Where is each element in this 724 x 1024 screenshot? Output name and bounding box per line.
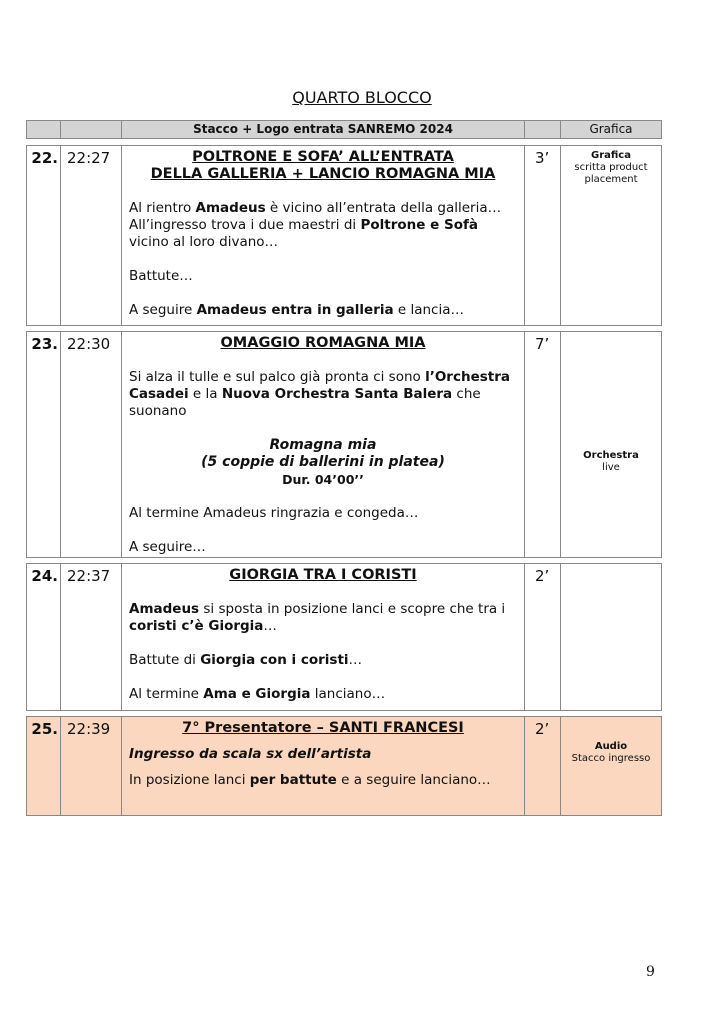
row-duration: 3’ bbox=[525, 146, 561, 325]
paragraph: Al rientro Amadeus è vicino all’entrata della galleria… bbox=[129, 200, 502, 216]
note-label: Orchestra bbox=[583, 450, 639, 461]
header-cell-center: Stacco + Logo entrata SANREMO 2024 bbox=[122, 121, 525, 138]
song-duration: Dur. 04’00’’ bbox=[282, 472, 364, 487]
row-duration: 2’ bbox=[525, 717, 561, 815]
row-title-line2: DELLA GALLERIA + LANCIO ROMAGNA MIA bbox=[150, 166, 496, 182]
table-row bbox=[26, 563, 662, 711]
header-cell-duration bbox=[525, 121, 561, 138]
row-content bbox=[122, 146, 525, 325]
row-time: 22:39 bbox=[61, 717, 122, 815]
row-time: 22:37 bbox=[61, 564, 122, 710]
paragraph: Battute… bbox=[129, 268, 193, 284]
table-row bbox=[26, 145, 662, 326]
paragraph: Si alza il tulle e sul palco già pronta ci sono l’Orchestra Casadei e la Nuova Orchestra Santa Balera che suonano bbox=[129, 369, 510, 419]
note-line: placement bbox=[584, 174, 638, 185]
row-number: 23. bbox=[27, 332, 61, 557]
song-title: Romagna mia bbox=[269, 437, 377, 453]
row-note bbox=[561, 564, 661, 710]
row-title: OMAGGIO ROMAGNA MIA bbox=[220, 335, 426, 351]
row-content bbox=[122, 717, 525, 815]
row-title: 7° Presentatore – SANTI FRANCESI bbox=[182, 720, 464, 736]
row-content bbox=[122, 332, 525, 557]
paragraph: A seguire Amadeus entra in galleria e lancia… bbox=[129, 302, 465, 318]
paragraph: Amadeus si sposta in posizione lanci e scopre che tra i coristi c’è Giorgia… bbox=[129, 601, 506, 634]
row-note bbox=[561, 332, 661, 557]
table-row bbox=[26, 331, 662, 558]
row-content bbox=[122, 564, 525, 710]
note-line: scritta product bbox=[574, 162, 648, 173]
row-body bbox=[122, 369, 524, 556]
paragraph: Al termine Ama e Giorgia lanciano… bbox=[129, 686, 386, 702]
row-time: 22:30 bbox=[61, 332, 122, 557]
table-row bbox=[26, 716, 662, 816]
paragraph: Al termine Amadeus ringrazia e congeda… bbox=[129, 505, 419, 521]
paragraph: In posizione lanci per battute e a seguire lanciano… bbox=[129, 772, 491, 788]
paragraph: Battute di Giorgia con i coristi… bbox=[129, 652, 363, 668]
row-body bbox=[122, 746, 524, 789]
row-time: 22:27 bbox=[61, 146, 122, 325]
row-number: 24. bbox=[27, 564, 61, 710]
block-title: QUARTO BLOCCO bbox=[292, 88, 432, 107]
song-subtitle: (5 coppie di ballerini in platea) bbox=[201, 454, 445, 470]
note-line: Stacco ingresso bbox=[571, 753, 651, 764]
row-number: 22. bbox=[27, 146, 61, 325]
note-line: live bbox=[602, 462, 620, 473]
header-cell-num bbox=[27, 121, 61, 138]
paragraph: Ingresso da scala sx dell’artista bbox=[129, 746, 372, 762]
row-number: 25. bbox=[27, 717, 61, 815]
paragraph: All’ingresso trova i due maestri di Poltrone e Sofà vicino al loro divano… bbox=[129, 217, 478, 250]
row-body bbox=[122, 200, 524, 319]
header-row bbox=[26, 120, 662, 139]
row-title bbox=[122, 149, 524, 183]
header-cell-right: Grafica bbox=[589, 122, 633, 136]
note-label: Grafica bbox=[591, 150, 631, 161]
row-note bbox=[561, 717, 661, 815]
row-title: GIORGIA TRA I CORISTI bbox=[229, 567, 417, 583]
header-cell-time bbox=[61, 121, 122, 138]
page-number: 9 bbox=[646, 964, 655, 980]
note-label: Audio bbox=[594, 741, 628, 752]
paragraph: A seguire… bbox=[129, 539, 206, 555]
row-note bbox=[561, 146, 661, 325]
row-body bbox=[122, 601, 524, 703]
row-title-line1: POLTRONE E SOFA’ ALL’ENTRATA bbox=[192, 149, 454, 165]
row-duration: 2’ bbox=[525, 564, 561, 710]
row-duration: 7’ bbox=[525, 332, 561, 557]
